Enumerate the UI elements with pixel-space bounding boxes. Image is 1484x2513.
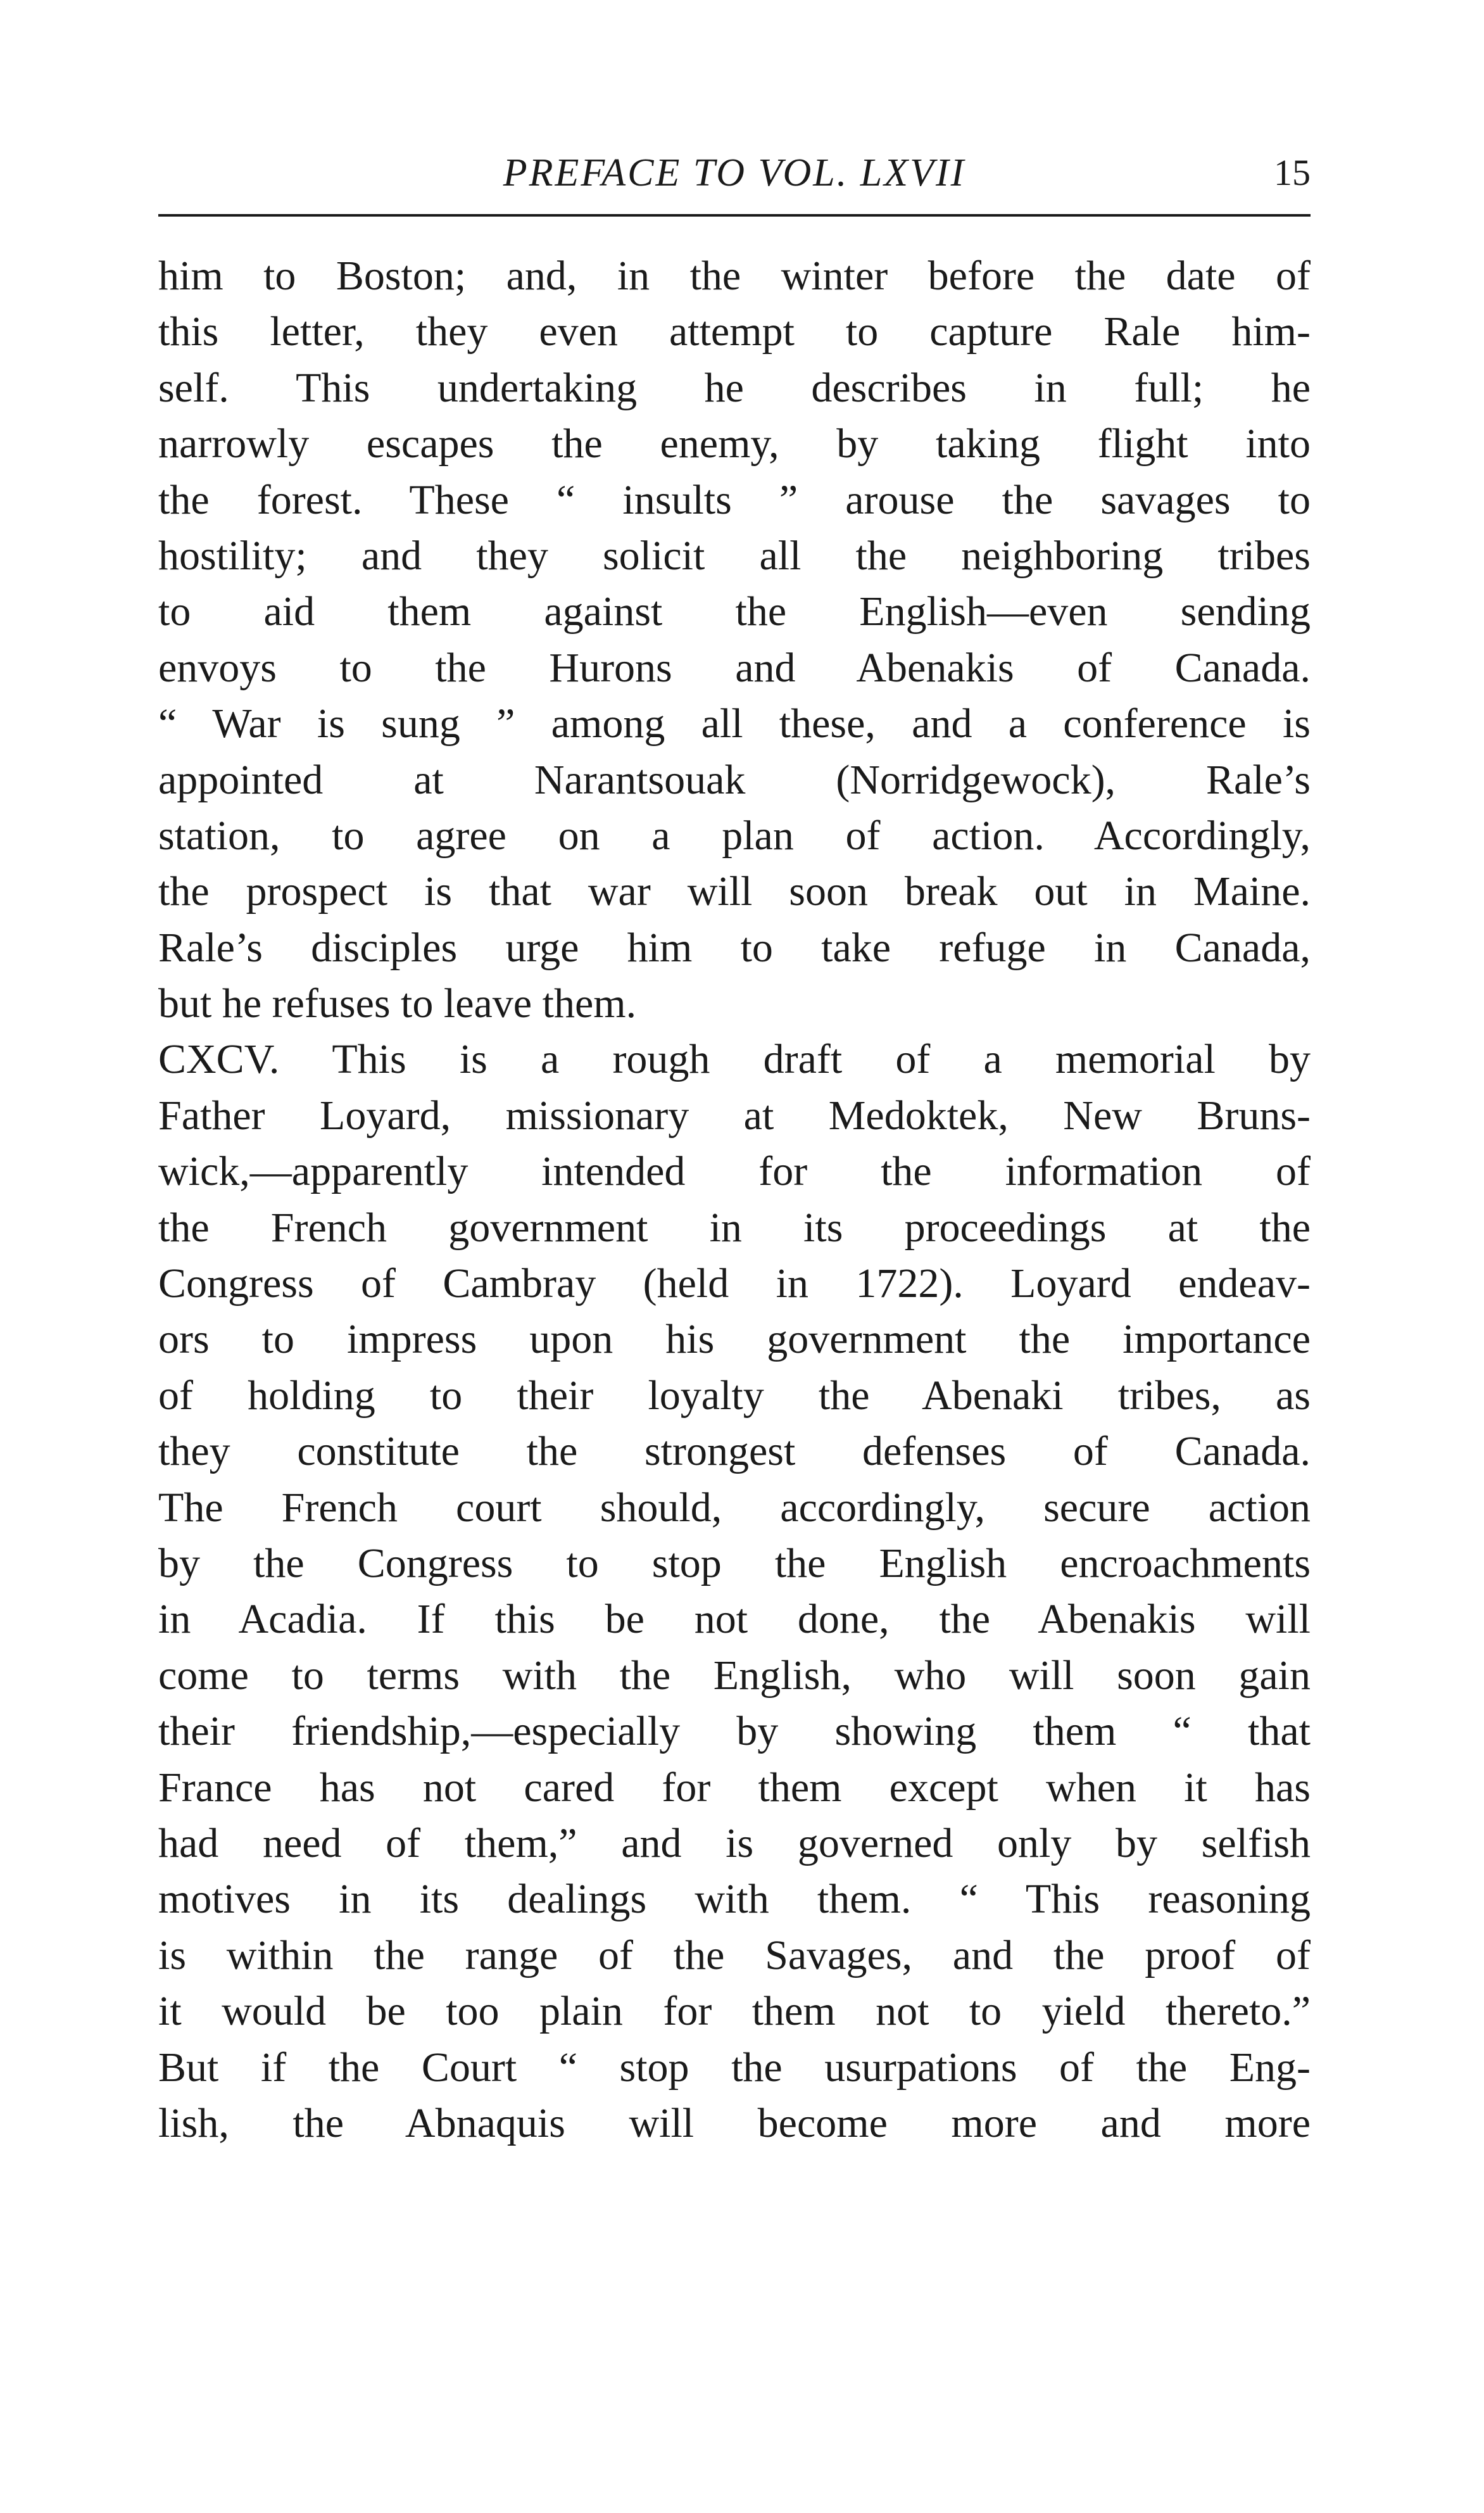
paragraph-1 xyxy=(158,248,1311,1032)
text-line: come to terms with the English, who will soon gain xyxy=(158,1652,1311,1699)
text-line: to aid them against the English—even sending xyxy=(158,588,1311,635)
paragraph-2 xyxy=(158,1032,1311,2151)
text-line: hostility; and they solicit all the neighboring tribes xyxy=(158,532,1311,579)
text-line: in Acadia. If this be not done, the Abenakis will xyxy=(158,1596,1311,1643)
text-line: self. This undertaking he describes in full; he xyxy=(158,364,1311,411)
text-line: wick,—apparently intended for the information of xyxy=(158,1148,1311,1195)
text-line: had need of them,” and is governed only by selfish xyxy=(158,1820,1311,1866)
text-line: by the Congress to stop the English encroachments xyxy=(158,1540,1311,1586)
running-title: PREFACE TO VOL. LXVII xyxy=(503,151,966,194)
text-line: the forest. These “ insults ” arouse the savages to xyxy=(158,476,1311,523)
text-line: appointed at Narantsouak (Norridgewock), Rale’s xyxy=(158,756,1311,803)
text-line: their friendship,—especially by showing them “ that xyxy=(158,1708,1311,1755)
text-line: of holding to their loyalty the Abenaki tribes, as xyxy=(158,1372,1311,1419)
text-line: ors to impress upon his government the importance xyxy=(158,1316,1311,1363)
text-line: lish, the Abnaquis will become more and more xyxy=(158,2099,1311,2146)
body-text xyxy=(158,248,1311,2151)
text-line: but he refuses to leave them. xyxy=(158,980,637,1027)
text-line: Father Loyard, missionary at Medoktek, New Bruns- xyxy=(158,1092,1311,1139)
text-line: narrowly escapes the enemy, by taking flight into xyxy=(158,421,1311,467)
text-line: envoys to the Hurons and Abenakis of Canada. xyxy=(158,644,1311,691)
text-line: Rale’s disciples urge him to take refuge in Canada, xyxy=(158,924,1311,971)
text-line: The French court should, accordingly, secure action xyxy=(158,1484,1311,1531)
text-line: CXCV. This is a rough draft of a memorial by xyxy=(158,1036,1311,1083)
text-line: it would be too plain for them not to yield thereto.” xyxy=(158,1988,1311,2035)
text-line: station, to agree on a plan of action. Accordingly, xyxy=(158,812,1311,859)
text-line: is within the range of the Savages, and the proof of xyxy=(158,1932,1311,1978)
page-number: 15 xyxy=(1274,152,1311,193)
text-line: the prospect is that war will soon break out in Maine. xyxy=(158,868,1311,915)
text-line: him to Boston; and, in the winter before the date of xyxy=(158,253,1311,299)
text-line: Congress of Cambray (held in 1722). Loyard endeav- xyxy=(158,1260,1311,1307)
running-head xyxy=(158,144,1311,201)
text-line: motives in its dealings with them. “ This reasoning xyxy=(158,1876,1311,1923)
text-line: But if the Court “ stop the usurpations of the Eng- xyxy=(158,2044,1311,2091)
text-line: France has not cared for them except when it has xyxy=(158,1764,1311,1811)
text-line: the French government in its proceedings at the xyxy=(158,1204,1311,1251)
text-line: they constitute the strongest defenses of Canada. xyxy=(158,1428,1311,1475)
text-line: this letter, they even attempt to capture Rale him- xyxy=(158,308,1311,355)
text-line: “ War is sung ” among all these, and a conference is xyxy=(158,700,1311,747)
header-rule xyxy=(158,214,1311,217)
